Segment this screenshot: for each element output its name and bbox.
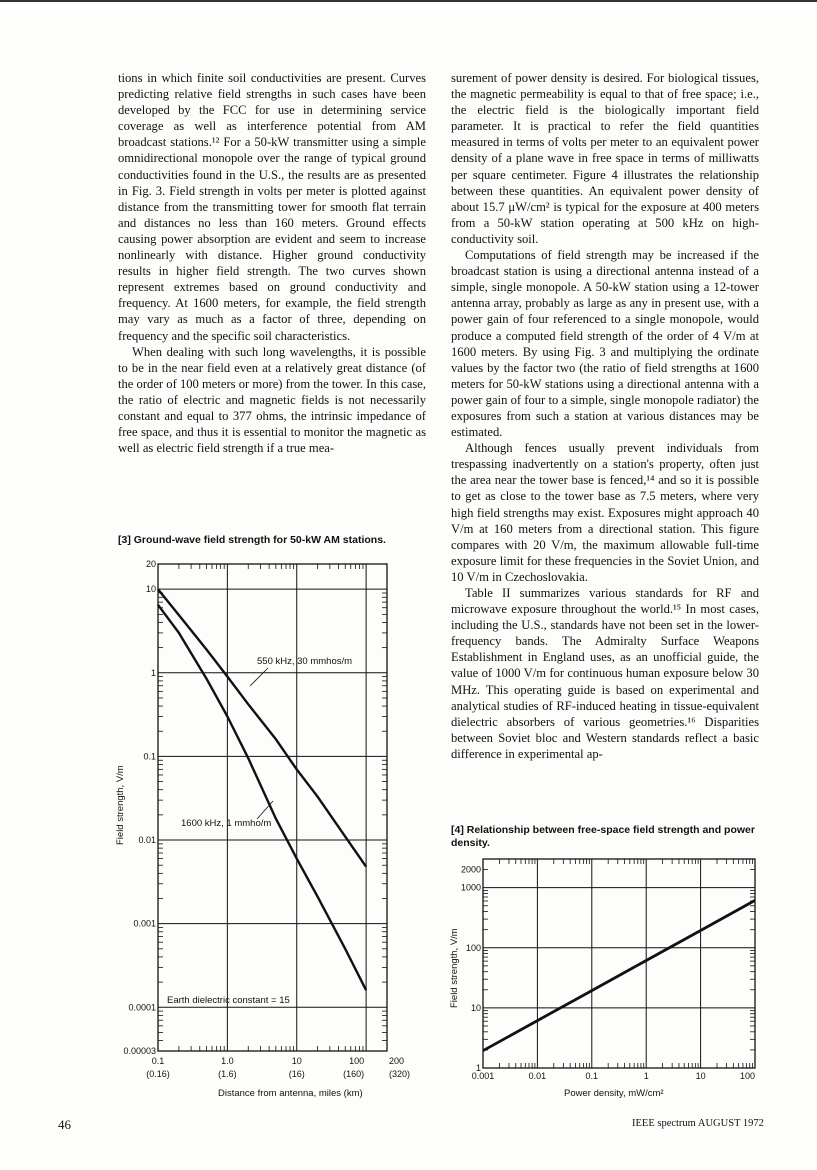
x-tick-label: 10	[695, 1071, 706, 1081]
x-tick-label: 100	[349, 1056, 365, 1066]
figure-4-y-axis-label: Field strength, V/m	[449, 928, 460, 1008]
series-line-field-vs-power	[483, 900, 755, 1050]
y-tick-label: 100	[465, 942, 481, 953]
page-number: 46	[58, 1117, 71, 1132]
x-tick-label: 0.01	[528, 1071, 547, 1081]
y-tick-label: 20	[145, 559, 156, 569]
paragraph: Computations of field strength may be increased if the broadcast station is using a directional antenna instead of a simple, single monopole. A 50-kW station using a 12-tower antenna array, probably as large as any in present use, with a power gain of four referenced to a single monopole, would produce a computed field strength of the order of 4 V/m at 1600 meters. By using Fig. 3 and multiplying the ordinate values by the factor two (the ratio of field strengths at 1600 meters for 50-kW stations using a directional antenna with a power gain of four to a simple, single monopole radiator) the exposures from such a station at various distances may be estimated.	[451, 248, 759, 440]
figure-4-frame	[483, 859, 755, 1068]
x-tick-label: 200	[389, 1056, 405, 1066]
x-tick-km-label: (0.16)	[146, 1069, 170, 1079]
figure-4-x-axis-label: Power density, mW/cm²	[564, 1088, 664, 1099]
figure-4-ticks	[483, 859, 755, 1068]
y-tick-label: 0.01	[138, 835, 156, 846]
x-tick-km-label: (1.6)	[218, 1069, 237, 1079]
curve-label-1600-khz: 1600 kHz, 1 mmho/m	[181, 818, 272, 829]
figure-3-x-axis-label: Distance from antenna, miles (km)	[218, 1088, 363, 1099]
y-tick-label: 0.001	[133, 918, 156, 929]
y-tick-label: 1000	[460, 882, 481, 893]
y-tick-label: 10	[145, 584, 156, 595]
x-tick-label: 1.0	[221, 1056, 234, 1066]
journal-footer: IEEE spectrum AUGUST 1972	[632, 1118, 764, 1129]
figure-4-grid	[483, 859, 755, 1068]
x-tick-label: 0.1	[151, 1056, 165, 1066]
dielectric-annotation: Earth dielectric constant = 15	[167, 995, 290, 1006]
figure-4-caption: [4] Relationship between free-space field strength and power density.	[451, 824, 755, 849]
y-tick-label: 2000	[460, 864, 481, 875]
y-tick-label: 0.0001	[128, 1002, 156, 1013]
x-tick-label: 0.1	[585, 1071, 599, 1081]
figure-3-y-axis-label: Field strength, V/m	[115, 765, 126, 845]
figure-4-tick-labels	[461, 865, 755, 1081]
paragraph: surement of power density is desired. For biological tissues, the magnetic permeability is equal to that of free space; i.e., the electric field is the biologically important field parameter. It is practical to refer the field quantities measured in terms of volts per meter to an equivalent power density of a plane wave in free space in terms of milliwatts per square centimeter. Figure 4 illustrates the relationship between these quantities. An equivalent power density of about 15.7 μW/cm² is typical for the exposure at 400 meters from a 50-kW station operating at 500 kHz on high-conductivity soil.	[451, 71, 759, 246]
x-tick-label: 1	[643, 1071, 649, 1081]
x-tick-km-label: (320)	[389, 1069, 411, 1079]
x-tick-km-label: (160)	[343, 1069, 365, 1079]
x-tick-km-label: (16)	[288, 1069, 305, 1079]
x-tick-label: 100	[739, 1071, 755, 1081]
paragraph: tions in which finite soil conductivities are present. Curves predicting relative field strengths in such cases have been developed by the FCC for use in determining service coverage as well as interference potential from AM broadcast stations.¹² For a 50-kW transmitter using a simple omnidirectional monopole over the range of typical ground conductivities found in the U.S., the results are as presented in Fig. 3. Field strength in volts per meter is plotted against distance from the transmitting tower for smooth flat terrain and distances no less than 160 meters. Ground effects causing power absorption are evident and seem to increase nonlinearly with distance. Higher ground conductivity results in higher field strength. The two curves shown represent extremes based on ground conductivity and frequency. At 1600 meters, for example, the field strength may vary as much as a factor of three, depending on frequency and the specific soil characteristics.	[118, 71, 426, 343]
x-tick-label: 0.001	[471, 1071, 495, 1081]
paragraph: Table II summarizes various standards for RF and microwave exposure throughout the world.¹⁵ In most cases, including the U.S., standards have not been set in the lower-frequency bands. The Admiralty Surface Weapons Establishment in England uses, as an unofficial guide, the value of 1000 V/m for continuous human exposure below 30 MHz. This operating guide is based on experimental and analytical studies of RF-induced heating in tissue-equivalent dielectric absorbers of various geometries.¹⁶ Disparities between Soviet bloc and Western standards reflect a basic difference in experimental ap-	[451, 586, 759, 761]
y-tick-label: 0.1	[143, 751, 156, 762]
y-tick-label: 10	[470, 1002, 481, 1013]
paragraph: When dealing with such long wavelengths, it is possible to be in the near field even at a relatively great distance (of the order of 100 meters or more) from the tower. In this case, the ratio of electric and magnetic fields is not necessarily constant and equal to 377 ohms, the intrinsic impedance of free space, and thus it is essential to monitor the magnetic as well as electric field strength if a true mea-	[118, 344, 426, 456]
y-tick-label: 1	[475, 1063, 481, 1073]
y-tick-label: 0.00003	[123, 1046, 156, 1056]
figure-4-series	[483, 900, 755, 1050]
y-tick-label: 1	[150, 667, 156, 678]
x-tick-label: 10	[291, 1056, 302, 1066]
figure-3-caption: [3] Ground-wave field strength for 50-kW AM stations.	[118, 534, 386, 546]
curve-label-550-khz: 550 kHz, 30 mmhos/m	[257, 656, 353, 667]
paragraph: Although fences usually prevent individuals from trespassing inadvertently on a station's property, often just the area near the tower base is fenced,¹⁴ and so it is possible to get as close to the tower base as 7.5 meters, where very high field strengths may exist. Exposures might approach 40 V/m at 160 meters from a directional station. This figure compares with 20 V/m, the maximum allowable full-time exposure limit for these frequencies in the Soviet Union, and 10 V/m in Czechoslovakia.	[451, 441, 759, 584]
